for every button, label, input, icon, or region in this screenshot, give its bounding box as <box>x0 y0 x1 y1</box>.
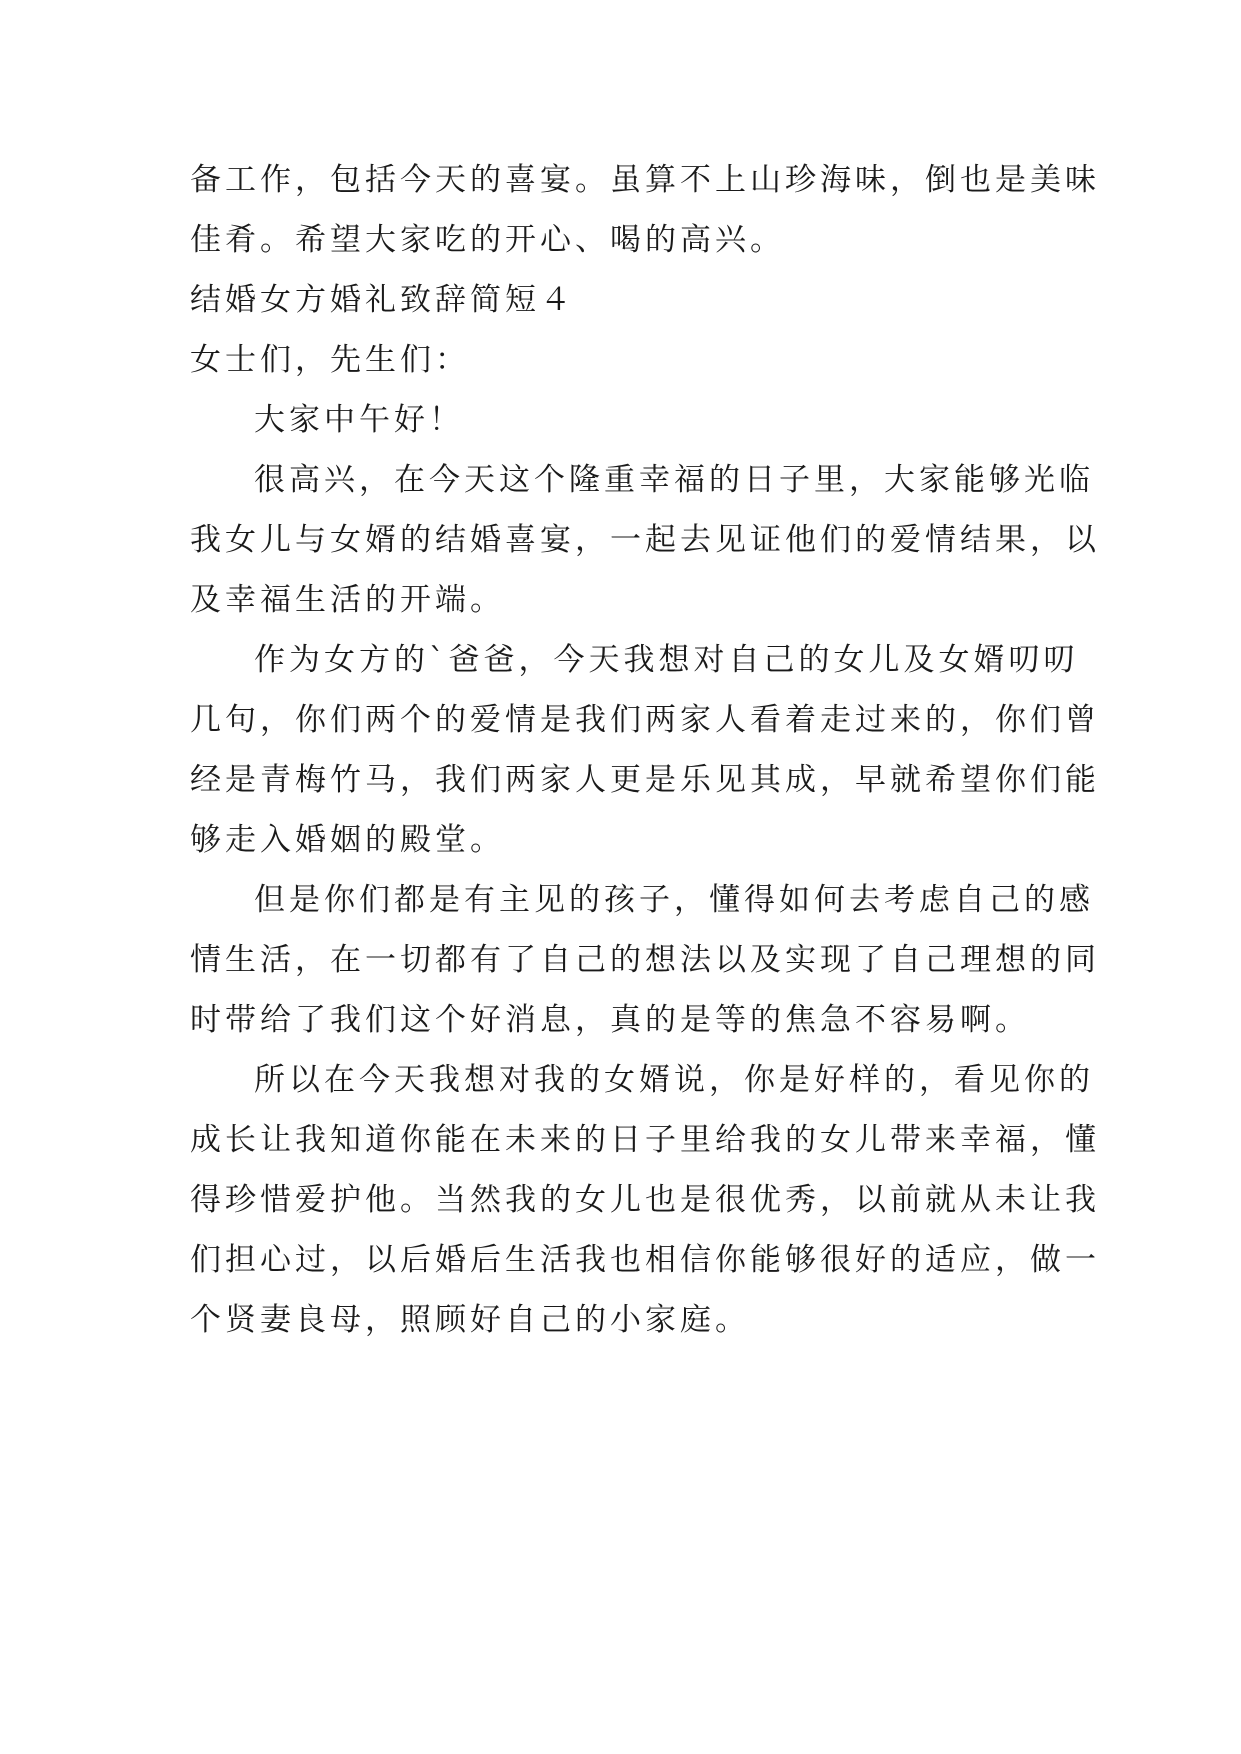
text-line: 得珍惜爱护他。当然我的女儿也是很优秀，以前就从未让我 <box>190 1182 1100 1218</box>
text-line: 所以在今天我想对我的女婿说，你是好样的，看见你的 <box>254 1062 1094 1098</box>
text-line: 们担心过，以后婚后生活我也相信你能够很好的适应，做一 <box>190 1242 1100 1278</box>
text-line: 但是你们都是有主见的孩子，懂得如何去考虑自己的感 <box>254 882 1094 918</box>
text-line: 备工作，包括今天的喜宴。虽算不上山珍海味，倒也是美味 <box>190 162 1100 198</box>
text-line: 女士们，先生们： <box>190 342 470 378</box>
text-line: 成长让我知道你能在未来的日子里给我的女儿带来幸福，懂 <box>190 1122 1100 1158</box>
document-body <box>190 150 1100 1350</box>
text-line: 情生活，在一切都有了自己的想法以及实现了自己理想的同 <box>190 942 1100 978</box>
text-line: 很高兴，在今天这个隆重幸福的日子里，大家能够光临 <box>254 462 1094 498</box>
text-line: 我女儿与女婿的结婚喜宴，一起去见证他们的爱情结果，以 <box>190 522 1100 558</box>
text-line: 及幸福生活的开端。 <box>190 582 505 618</box>
text-line: 时带给了我们这个好消息，真的是等的焦急不容易啊。 <box>190 1002 1030 1038</box>
text-line: 结婚女方婚礼致辞简短４ <box>190 282 575 318</box>
text-line: 经是青梅竹马，我们两家人更是乐见其成，早就希望你们能 <box>190 762 1100 798</box>
text-line: 佳肴。希望大家吃的开心、喝的高兴。 <box>190 222 785 258</box>
text-line: 作为女方的`爸爸，今天我想对自己的女儿及女婿叨叨 <box>254 642 1079 678</box>
text-line: 个贤妻良母，照顾好自己的小家庭。 <box>190 1302 750 1338</box>
text-line: 几句，你们两个的爱情是我们两家人看着走过来的，你们曾 <box>190 702 1100 738</box>
text-line: 大家中午好！ <box>254 402 464 438</box>
text-line: 够走入婚姻的殿堂。 <box>190 822 505 858</box>
